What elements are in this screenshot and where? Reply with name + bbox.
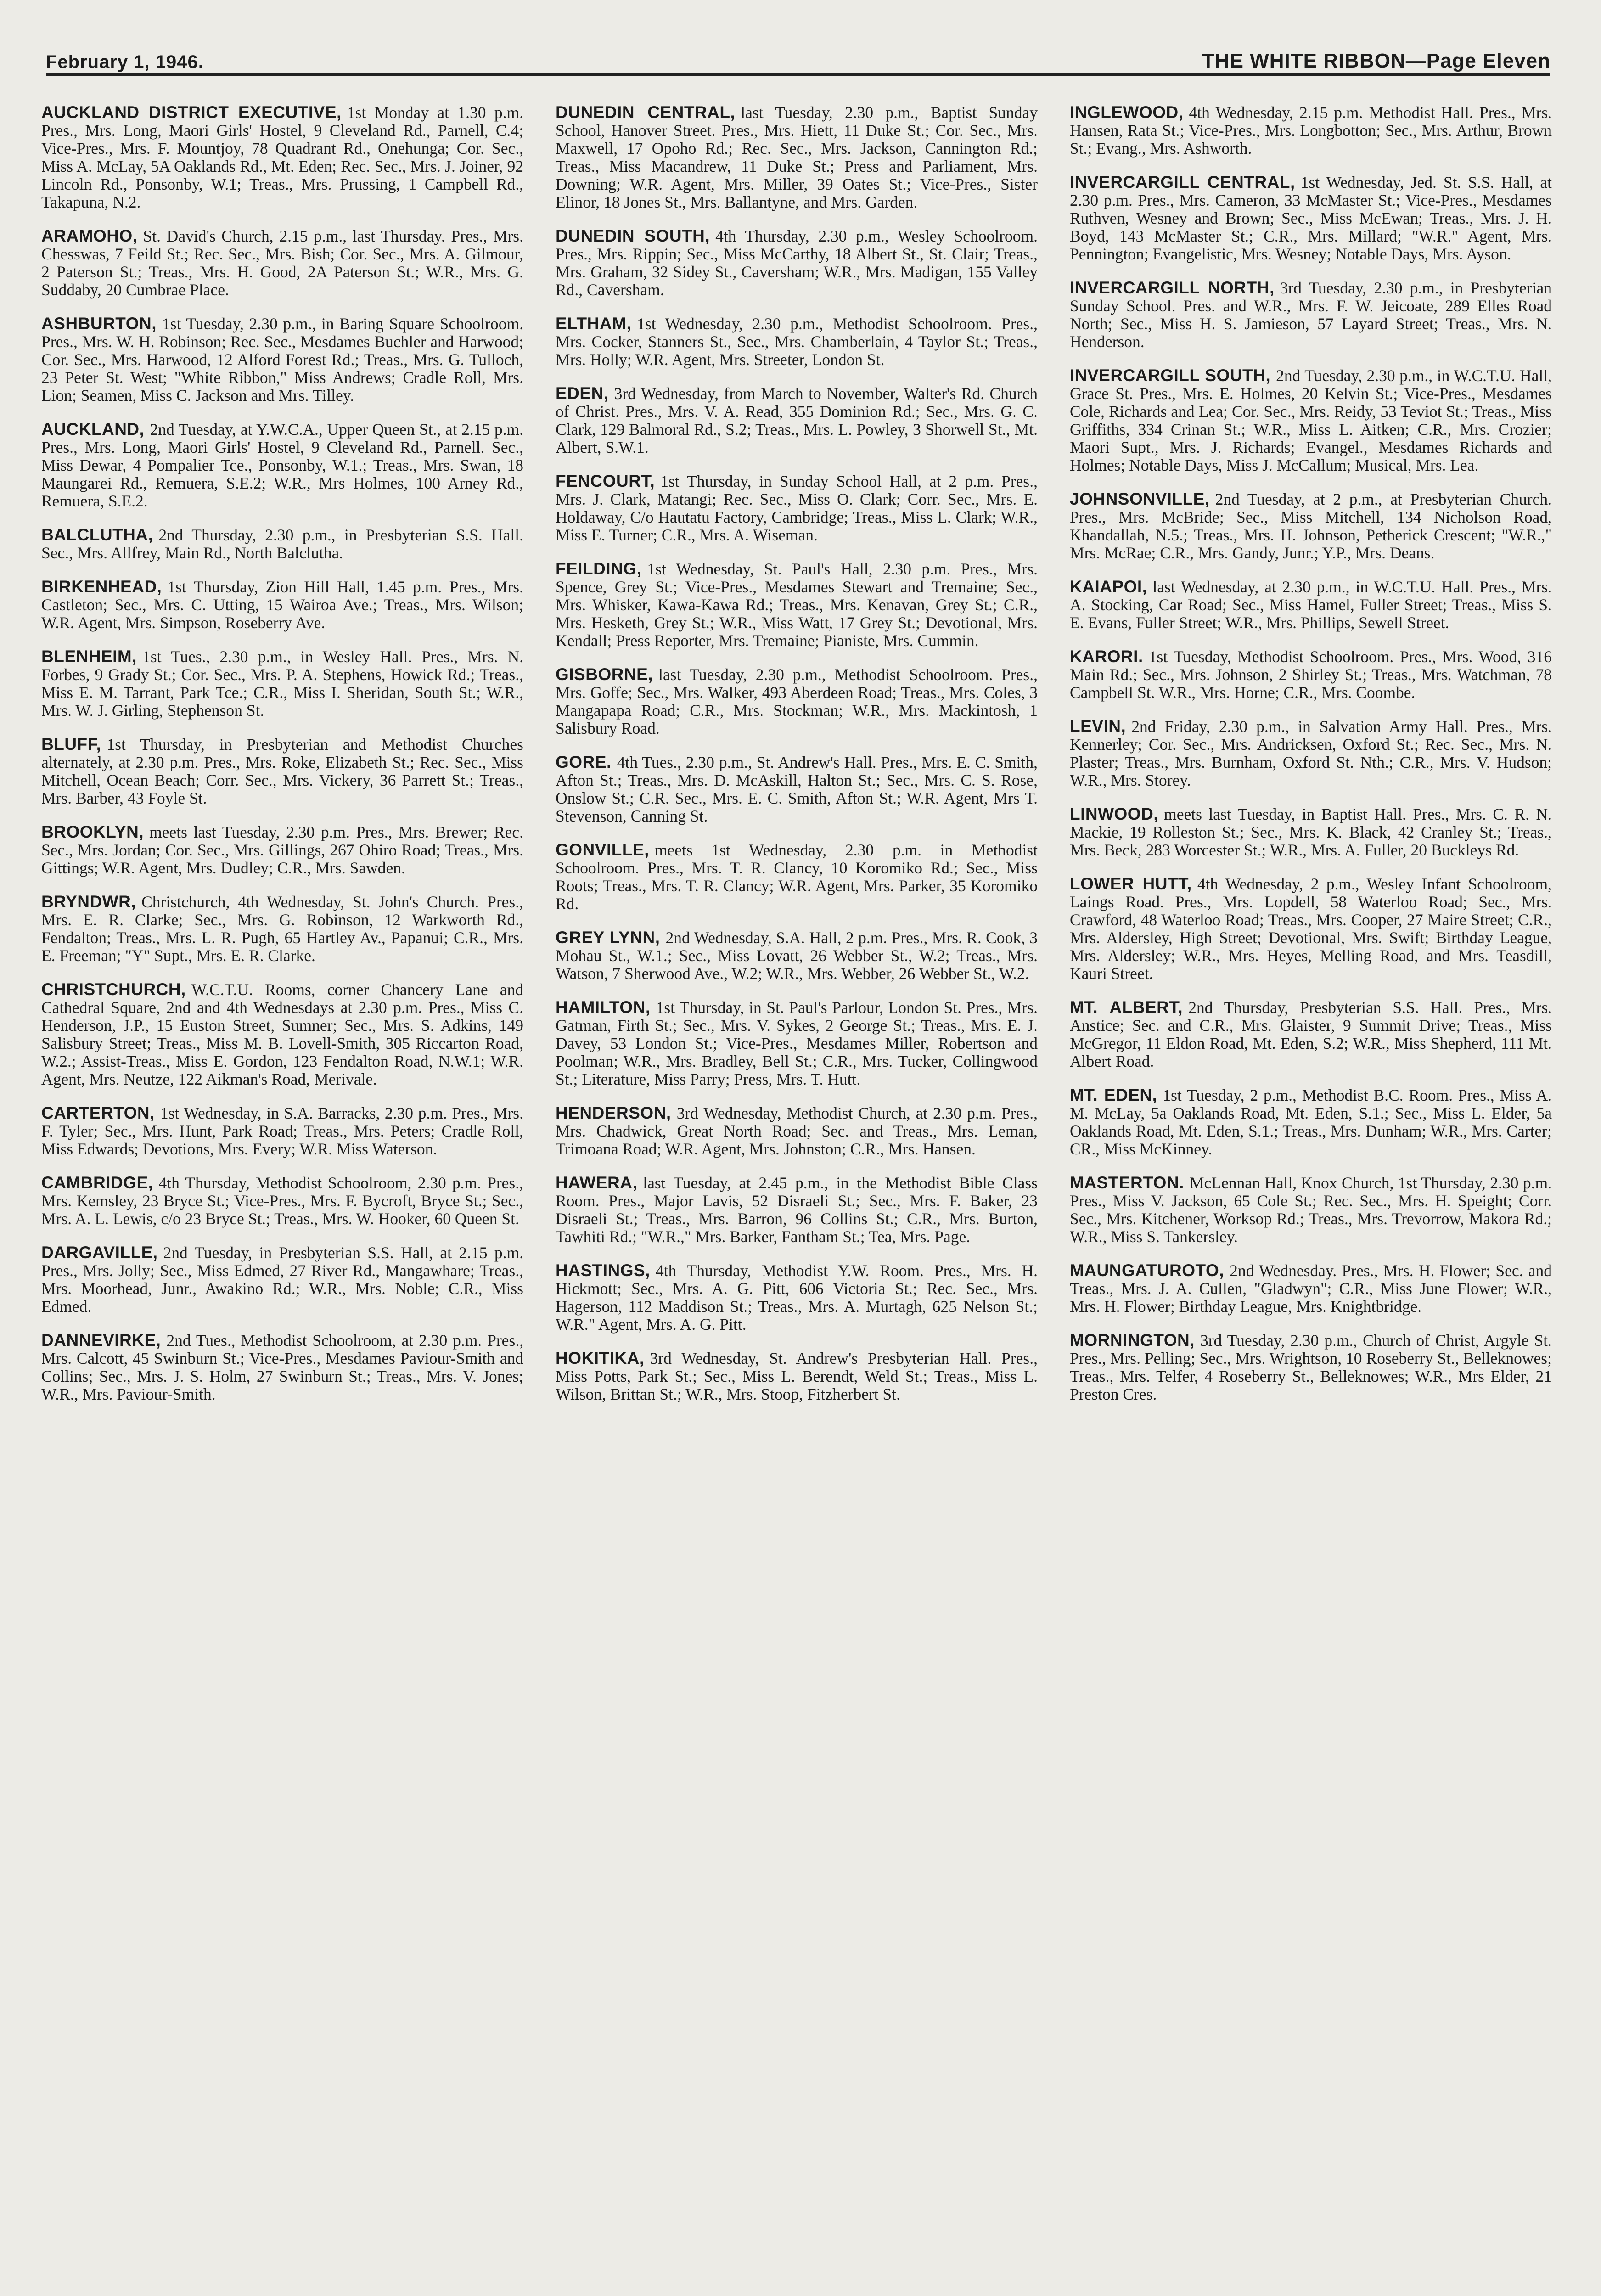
branch-entry — [41, 980, 523, 1088]
branch-name: INGLEWOOD, — [1070, 103, 1184, 122]
branch-name: HASTINGS, — [556, 1261, 650, 1280]
branch-entry — [41, 315, 523, 405]
branch-name: HENDERSON, — [556, 1103, 671, 1122]
branch-entry — [556, 472, 1038, 544]
branch-details: 4th Thursday, Methodist Schoolroom, 2.30 p.m. Pres., Mrs. Kemsley, 23 Bryce St.; Vice-Pres., Mrs. F. Bycroft, Bryce St.; Sec., Mrs. A. L. Lewis, c/o 23 Bryce St.; Treas., Mrs. W. Hooker, 60 Queen St. — [41, 1174, 523, 1228]
branch-name: BLUFF, — [41, 735, 101, 754]
branch-entry — [1070, 1174, 1552, 1246]
branch-entry — [556, 560, 1038, 650]
branch-name: HAMILTON, — [556, 998, 651, 1017]
branch-entry — [1070, 490, 1552, 562]
branch-entry — [41, 103, 523, 211]
branch-details: 2nd Tuesday, at Y.W.C.A., Upper Queen St., at 2.15 p.m. Pres., Mrs. Long, Maori Girls' Hostel, 9 Cleveland Rd., Parnell. Sec., Miss Dewar, 4 Pompalier Tce., Ponsonby, W.1.; Treas., Mrs. Swan, 18 Maungarei Rd., Remuera, S.E.2; W.R., Mrs Holmes, 100 Arney Rd., Remuera, S.E.2. — [41, 420, 523, 510]
branch-entry — [556, 841, 1038, 913]
column-2 — [556, 103, 1038, 2296]
branch-name: FENCOURT, — [556, 472, 655, 490]
branch-name: INVERCARGILL CENTRAL, — [1070, 173, 1295, 191]
branch-details: 3rd Tuesday, 2.30 p.m., in Presbyterian Sunday School. Pres. and W.R., Mrs. F. W. Jeicoate, 289 Elles Road North; Sec., Miss H. S. Jamieson, 57 Layard Street; Treas., Mrs. N. Henderson. — [1070, 279, 1552, 351]
branch-entry — [1070, 578, 1552, 632]
branch-name: EDEN, — [556, 384, 609, 403]
branch-details: 2nd Thursday, 2.30 p.m., in Presbyterian S.S. Hall. Sec., Mrs. Allfrey, Main Rd., North Balclutha. — [41, 526, 523, 562]
branch-name: ARAMOHO, — [41, 226, 138, 245]
branch-entry — [556, 665, 1038, 737]
branch-details: 1st Wednesday, St. Paul's Hall, 2.30 p.m. Pres., Mrs. Spence, Grey St.; Vice-Pres., Mesdames Stewart and Tremaine; Sec., Mrs. Whisker, Kawa-Kawa Rd.; Treas., Mrs. Kenavan, Grey St.; C.R., Mrs. Hesketh, Grey St.; W.R., Miss Watt, 17 Grey St.; Devotional, Mrs. Kendall; Press Reporter, Mrs. Tremaine; Pianiste, Mrs. Cummin. — [556, 560, 1038, 650]
branch-entry — [556, 1174, 1038, 1246]
branch-entry — [556, 1349, 1038, 1403]
branch-name: MASTERTON. — [1070, 1173, 1184, 1192]
branch-entry — [1070, 647, 1552, 702]
branch-entry — [1070, 998, 1552, 1070]
branch-details: 1st Thursday, in Presbyterian and Methodist Churches alternately, at 2.30 p.m. Pres., Mrs. Roke, Elizabeth St.; Rec. Sec., Miss Mitchell, Ocean Beach; Corr. Sec., Mrs. Vickery, 36 Parrett St.; Treas., Mrs. Barber, 43 Foyle St. — [41, 735, 523, 807]
branch-name: ASHBURTON, — [41, 314, 157, 333]
branch-name: CARTERTON, — [41, 1103, 155, 1122]
branch-details: meets last Tuesday, in Baptist Hall. Pres., Mrs. C. R. N. Mackie, 19 Rolleston St.; Sec., Mrs. K. Black, 42 Cranley St.; Treas., Mrs. Beck, 283 Worcester St.; W.R., Mrs. A. Fuller, 20 Buckleys Rd. — [1070, 805, 1552, 859]
branch-details: 1st Thursday, in St. Paul's Parlour, London St. Pres., Mrs. Gatman, Firth St.; Sec., Mrs. V. Sykes, 2 George St.; Treas., Mrs. E. J. Davey, 53 London St.; Vice-Pres., Mesdames Miller, Robertson and Poolman; W.R., Mrs. Bradley, Bell St.; C.R., Mrs. Tucker, Collingwood St.; Literature, Miss Parry; Press, Mrs. T. Hutt. — [556, 998, 1038, 1088]
branch-entry — [41, 420, 523, 510]
branch-details: last Wednesday, at 2.30 p.m., in W.C.T.U. Hall. Pres., Mrs. A. Stocking, Car Road; Sec., Miss Hamel, Fuller Street; Treas., Miss S. E. Evans, Fuller Street; W.R., Mrs. Phillips, Sewell Street. — [1070, 578, 1552, 632]
branch-entry — [41, 1104, 523, 1158]
branch-entry — [1070, 173, 1552, 263]
branch-details: 4th Thursday, Methodist Y.W. Room. Pres., Mrs. H. Hickmott; Sec., Mrs. A. G. Pitt, 606 Victoria St.; Rec. Sec., Mrs. Hagerson, 112 Maddison St.; Treas., Mrs. A. Murtagh, 625 Nelson St.; W.R." Agent, Mrs. A. G. Pitt. — [556, 1261, 1038, 1334]
branch-details: 1st Thursday, in Sunday School Hall, at 2 p.m. Pres., Mrs. J. Clark, Matangi; Rec. Sec., Miss O. Clark; Corr. Sec., Mrs. E. Holdaway, C/o Hautatu Factory, Cambridge; Treas., Miss L. Clark; W.R., Miss E. Turner; C.R., Mrs. A. Wiseman. — [556, 472, 1038, 544]
branch-name: LEVIN, — [1070, 717, 1126, 736]
issue-date: February 1, 1946. — [46, 52, 204, 72]
branch-name: AUCKLAND DISTRICT EXECUTIVE, — [41, 103, 342, 122]
branch-name: MT. EDEN, — [1070, 1086, 1157, 1104]
branch-details: 3rd Wednesday, St. Andrew's Presbyterian Hall. Pres., Miss Potts, Park St.; Sec., Miss L. Berendt, Weld St.; Treas., Miss L. Wilson, Brittan St.; W.R., Mrs. Stoop, Fitzherbert St. — [556, 1349, 1038, 1403]
branch-name: DUNEDIN SOUTH, — [556, 226, 710, 245]
branch-name: CAMBRIDGE, — [41, 1173, 153, 1192]
branch-details: 1st Wednesday, Jed. St. S.S. Hall, at 2.30 p.m. Pres., Mrs. Cameron, 33 McMaster St.; Vice-Pres., Mesdames Ruthven, Wesney and Brown; Sec., Miss McEwan; Treas., Mrs. J. H. Boyd, 143 McMaster St.; C.R., Mrs. Millard; "W.R." Agent, Mrs. Pennington; Evangelistic, Mrs. Wesney; Notable Days, Mrs. Ayson. — [1070, 173, 1552, 263]
branch-entry — [556, 753, 1038, 825]
masthead-title: THE WHITE RIBBON—Page Eleven — [1202, 50, 1550, 72]
branch-entry — [1070, 103, 1552, 158]
page-header — [46, 22, 1550, 73]
branch-details: 2nd Wednesday. Pres., Mrs. H. Flower; Sec. and Treas., Mrs. J. A. Cullen, "Gladwyn"; C.R., Miss June Flower; W.R., Mrs. H. Flower; Birthday League, Mrs. Knightbridge. — [1070, 1261, 1552, 1316]
branch-name: HOKITIKA, — [556, 1349, 645, 1367]
branch-entry — [556, 103, 1038, 211]
branch-details: W.C.T.U. Rooms, corner Chancery Lane and Cathedral Square, 2nd and 4th Wednesdays at 2.30 p.m. Pres., Miss C. Henderson, J.P., 15 Euston Street, Sumner; Sec., Mrs. S. Adkins, 149 Salisbury Street; Treas., Miss M. B. Lovell-Smith, 305 Riccarton Road, W.2.; Assist-Treas., Miss E. Gordon, 123 Fendalton Road, N.W.1; W.R. Agent, Mrs. Neutze, 122 Aikman's Road, Merivale. — [41, 980, 523, 1088]
branch-entry — [41, 526, 523, 562]
branch-details: 2nd Tues., Methodist Schoolroom, at 2.30 p.m. Pres., Mrs. Calcott, 45 Swinburn St.; Vice-Pres., Mesdames Paviour-Smith and Collins; Sec., Mrs. J. S. Holm, 27 Swinburn St.; Treas., Mrs. V. Jones; W.R., Mrs. Paviour-Smith. — [41, 1331, 523, 1403]
branch-entry — [41, 823, 523, 877]
branch-name: MT. ALBERT, — [1070, 998, 1183, 1017]
branch-name: KAIAPOI, — [1070, 577, 1147, 596]
column-3 — [1070, 103, 1552, 2296]
branch-entry — [41, 1331, 523, 1403]
branch-name: GONVILLE, — [556, 840, 649, 859]
branch-name: ELTHAM, — [556, 314, 632, 333]
header-rule — [46, 73, 1550, 76]
branch-entry — [1070, 366, 1552, 474]
branch-name: BROOKLYN, — [41, 822, 144, 841]
branch-name: GISBORNE, — [556, 665, 653, 684]
branch-details: 2nd Wednesday, S.A. Hall, 2 p.m. Pres., Mrs. R. Cook, 3 Mohau St., W.1.; Sec., Miss Lovatt, 26 Webber St., W.2; Treas., Mrs. Watson, 7 Sherwood Ave., W.2; W.R., Mrs. Webber, 26 Webber St., W.2. — [556, 929, 1038, 983]
branch-name: LINWOOD, — [1070, 805, 1159, 823]
branch-entry — [1070, 805, 1552, 859]
branch-details: 1st Wednesday, 2.30 p.m., Methodist Schoolroom. Pres., Mrs. Cocker, Stanners St., Sec., Mrs. Chamberlain, 4 Taylor St.; Treas., Mrs. Holly; W.R. Agent, Mrs. Streeter, London St. — [556, 315, 1038, 369]
branch-details: McLennan Hall, Knox Church, 1st Thursday, 2.30 p.m. Pres., Miss V. Jackson, 65 Cole St.; Rec. Sec., Mrs. H. Speight; Corr. Sec., Mrs. Kitchener, Worksop Rd.; Treas., Mrs. Trevorrow, Makora Rd.; W.R., Miss S. Tankersley. — [1070, 1174, 1552, 1246]
column-1 — [41, 103, 523, 2296]
branch-details: 2nd Tuesday, 2.30 p.m., in W.C.T.U. Hall, Grace St. Pres., Mrs. E. Holmes, 20 Kelvin St.; Vice-Pres., Mesdames Cole, Richards and Lea; Cor. Sec., Mrs. Reidy, 53 Teviot St.; Treas., Miss Griffiths, 334 Crinan St.; W.R., Miss L. Aitken; C.R., Mrs. Crozier; Maori Supt., Mrs. J. Richards; Evangel., Mesdames Richards and Holmes; Notable Days, Miss J. McCallum; Musical, Mrs. Lea. — [1070, 366, 1552, 474]
branch-entry — [41, 1174, 523, 1228]
branch-entry — [556, 315, 1038, 369]
branch-entry — [1070, 875, 1552, 983]
branch-name: FEILDING, — [556, 559, 642, 578]
branch-details: 4th Thursday, 2.30 p.m., Wesley Schoolroom. Pres., Mrs. Rippin; Sec., Miss McCarthy, 18 Albert St., St. Clair; Treas., Mrs. Graham, 32 Sidey St., Caversham; W.R., Mrs. Madigan, 155 Valley Rd., Caversham. — [556, 227, 1038, 299]
branch-entry — [556, 227, 1038, 299]
branch-entry — [1070, 1331, 1552, 1403]
branch-entry — [556, 1261, 1038, 1334]
branch-name: GREY LYNN, — [556, 928, 660, 947]
branch-details: 1st Monday at 1.30 p.m. Pres., Mrs. Long, Maori Girls' Hostel, 9 Cleveland Rd., Parnell, C.4; Vice-Pres., Mrs. F. Mountjoy, 78 Quadrant Rd., Onehunga; Cor. Sec., Miss A. McLay, 5A Oaklands Rd., Mt. Eden; Rec. Sec., Mrs. J. Joiner, 92 Lincoln Rd., Ponsonby, W.1; Treas., Mrs. Prussing, 1 Campbell Rd., Takapuna, N.2. — [41, 103, 523, 211]
branch-details: 3rd Wednesday, from March to November, Walter's Rd. Church of Christ. Pres., Mrs. V. A. Read, 355 Dominion Rd.; Sec., Mrs. G. C. Clark, 129 Balmoral Rd., S.2; Treas., Mrs. L. Powley, 3 Shorwell St., Mt. Albert, S.W.1. — [556, 384, 1038, 456]
branch-details: 1st Tuesday, Methodist Schoolroom. Pres., Mrs. Wood, 316 Main Rd.; Sec., Mrs. Johnson, 2 Shirley St.; Treas., Mrs. Watchman, 78 Campbell St. W.R., Mrs. Horne; C.R., Mrs. Coombe. — [1070, 647, 1552, 702]
branch-name: CHRISTCHURCH, — [41, 980, 186, 999]
branch-details: 1st Tues., 2.30 p.m., in Wesley Hall. Pres., Mrs. N. Forbes, 9 Grady St.; Cor. Sec., Mrs. P. A. Stephens, Howick Rd.; Treas., Miss E. M. Tarrant, Park Tce.; C.R., Miss I. Sheridan, South St.; W.R., Mrs. W. J. Girling, Stephenson St. — [41, 647, 523, 720]
branch-details: 2nd Tuesday, in Presbyterian S.S. Hall, at 2.15 p.m. Pres., Mrs. Jolly; Sec., Miss Edmed, 27 River Rd., Mangawhare; Treas., Mrs. Moorhead, Junr., Awakino Rd.; W.R., Mrs. Noble; C.R., Miss Edmed. — [41, 1244, 523, 1316]
branch-name: JOHNSONVILLE, — [1070, 490, 1210, 508]
branch-details: 1st Tuesday, 2.30 p.m., in Baring Square Schoolroom. Pres., Mrs. W. H. Robinson; Rec. Sec., Mesdames Buchler and Harwood; Cor. Sec., Mrs. Harwood, 12 Alford Forest Rd.; Treas., Mrs. G. Tulloch, 23 Peter St. West; "White Ribbon," Miss Andrews; Cradle Roll, Mrs. Lion; Seamen, Miss C. Jackson and Mrs. Tilley. — [41, 315, 523, 405]
branch-name: AUCKLAND, — [41, 420, 145, 439]
branch-entry — [1070, 1086, 1552, 1158]
branch-name: BLENHEIM, — [41, 647, 137, 666]
branch-name: DUNEDIN CENTRAL, — [556, 103, 736, 122]
branch-name: DANNEVIRKE, — [41, 1331, 161, 1350]
branch-details: 2nd Tuesday, at 2 p.m., at Presbyterian Church. Pres., Mrs. McBride; Sec., Miss Mitchell, 134 Nicholson Road, Khandallah, N.5.; Treas., Mrs. H. Johnson, Petherick Crescent; "W.R.," Mrs. McRae; C.R., Mrs. Gandy, Junr.; Y.P., Mrs. Deans. — [1070, 490, 1552, 562]
branch-name: BALCLUTHA, — [41, 525, 153, 544]
branch-entry — [556, 929, 1038, 983]
branch-details: last Tuesday, 2.30 p.m., Baptist Sunday School, Hanover Street. Pres., Mrs. Hiett, 11 Duke St.; Cor. Sec., Mrs. Maxwell, 17 Opoho Rd.; Rec. Sec., Mrs. Jackson, Cannington Rd.; Treas., Miss Macandrew, 11 Duke St.; Press and Parliament, Mrs. Downing; W.R. Agent, Mrs. Miller, 39 Oates St.; Vice-Pres., Sister Elinor, 18 Jones St., Mrs. Ballantyne, and Mrs. Garden. — [556, 103, 1038, 211]
branch-entry — [41, 647, 523, 720]
branch-entry — [41, 735, 523, 807]
branch-name: DARGAVILLE, — [41, 1243, 158, 1262]
branch-name: KARORI. — [1070, 647, 1143, 666]
branch-name: MAUNGATUROTO, — [1070, 1261, 1225, 1280]
branch-details: meets last Tuesday, 2.30 p.m. Pres., Mrs. Brewer; Rec. Sec., Mrs. Jordan; Cor. Sec., Mrs. Gillings, 267 Ohiro Road; Treas., Mrs. Gittings; W.R. Agent, Mrs. Dudley; C.R., Mrs. Sawden. — [41, 823, 523, 877]
branch-details: 2nd Friday, 2.30 p.m., in Salvation Army Hall. Pres., Mrs. Kennerley; Cor. Sec., Mrs. Andricksen, Oxford St.; Rec. Sec., Mrs. N. Plaster; Treas., Mrs. Burnham, Oxford St. Nth.; C.R., Mrs. V. Hudson; W.R., Mrs. Storey. — [1070, 717, 1552, 789]
branch-details: 4th Wednesday, 2.15 p.m. Methodist Hall. Pres., Mrs. Hansen, Rata St.; Vice-Pres., Mrs. Longbotton; Sec., Mrs. Arthur, Brown St.; Evang., Mrs. Ashworth. — [1070, 103, 1552, 158]
branch-details: 2nd Thursday, Presbyterian S.S. Hall. Pres., Mrs. Anstice; Sec. and C.R., Mrs. Glaister, 9 Summit Drive; Treas., Miss McGregor, 11 Eldon Road, Mt. Eden, S.2; W.R., Miss Shepherd, 111 Mt. Albert Road. — [1070, 998, 1552, 1070]
branch-details: 4th Wednesday, 2 p.m., Wesley Infant Schoolroom, Laings Road. Pres., Mrs. Lopdell, 58 Waterloo Road; Sec., Mrs. Crawford, 48 Waterloo Road; Treas., Mrs. Cooper, 27 Maire Street; C.R., Mrs. Aldersley, High Street; Devotional, Mrs. Swift; Birthday League, Mrs. Aldersley; W.R., Mrs. Heyes, Melling Road, and Mrs. Teasdill, Kauri Street. — [1070, 875, 1552, 983]
branch-details: last Tuesday, 2.30 p.m., Methodist Schoolroom. Pres., Mrs. Goffe; Sec., Mrs. Walker, 493 Aberdeen Road; Treas., Mrs. Coles, 3 Mangapapa Road; C.R., Mrs. Stockman; W.R., Mrs. Mackintosh, 1 Salisbury Road. — [556, 665, 1038, 737]
branch-details: St. David's Church, 2.15 p.m., last Thursday. Pres., Mrs. Chesswas, 7 Feild St.; Rec. Sec., Mrs. Bish; Cor. Sec., Mrs. A. Gilmour, 2 Paterson St.; Treas., Mrs. H. Good, 2A Paterson St.; W.R., Mrs. G. Suddaby, 20 Cumbrae Place. — [41, 227, 523, 299]
branch-entry — [556, 1104, 1038, 1158]
branch-details: 1st Tuesday, 2 p.m., Methodist B.C. Room. Pres., Miss A. M. McLay, 5a Oaklands Road, Mt. Eden, S.1.; Sec., Miss L. Elder, 5a Oaklands Road, Mt. Eden, S.1.; Treas., Mrs. Dunham; W.R., Mrs. Carter; CR., Miss McKinney. — [1070, 1086, 1552, 1158]
branch-name: GORE. — [556, 753, 612, 771]
branch-details: meets 1st Wednesday, 2.30 p.m. in Methodist Schoolroom. Pres., Mrs. T. R. Clancy, 10 Koromiko Rd.; Sec., Miss Roots; Treas., Mrs. T. R. Clancy; W.R. Agent, Mrs. Parker, 35 Koromiko Rd. — [556, 841, 1038, 913]
branch-details: 4th Tues., 2.30 p.m., St. Andrew's Hall. Pres., Mrs. E. C. Smith, Afton St.; Treas., Mrs. D. McAskill, Halton St.; Sec., Mrs. C. S. Rose, Onslow St.; C.R. Sec., Mrs. E. C. Smith, Afton St.; W.R. Agent, Mrs T. Stevenson, Canning St. — [556, 753, 1038, 825]
branch-details: Christchurch, 4th Wednesday, St. John's Church. Pres., Mrs. E. R. Clarke; Sec., Mrs. G. Robinson, 12 Warkworth Rd., Fendalton; Treas., Mrs. L. R. Pugh, 65 Hartley Av., Papanui; C.R., Mrs. E. Freeman; "Y" Supt., Mrs. E. R. Clarke. — [41, 893, 523, 965]
branch-entry — [1070, 717, 1552, 789]
branch-name: HAWERA, — [556, 1173, 638, 1192]
branch-details: last Tuesday, at 2.45 p.m., in the Methodist Bible Class Room. Pres., Major Lavis, 52 Disraeli St.; Sec., Mrs. F. Baker, 23 Disraeli St.; Treas., Mrs. Barron, 96 Collins St.; C.R., Mrs. Burton, Tawhiti Rd.; "W.R.," Mrs. Barker, Fantham St.; Tea, Mrs. Page. — [556, 1174, 1038, 1246]
branch-name: BIRKENHEAD, — [41, 577, 162, 596]
branch-entry — [41, 1244, 523, 1316]
branch-name: MORNINGTON, — [1070, 1331, 1195, 1350]
branch-details: 1st Thursday, Zion Hill Hall, 1.45 p.m. Pres., Mrs. Castleton; Sec., Mrs. C. Utting, 15 Wairoa Ave.; Treas., Mrs. Wilson; W.R. Agent, Mrs. Simpson, Roseberry Ave. — [41, 578, 523, 632]
branch-name: BRYNDWR, — [41, 892, 136, 911]
branch-name: LOWER HUTT, — [1070, 874, 1192, 893]
branch-entry — [41, 893, 523, 965]
branch-details: 3rd Wednesday, Methodist Church, at 2.30 p.m. Pres., Mrs. Chadwick, Great North Road; Sec. and Treas., Mrs. Leman, Trimoana Road; W.R. Agent, Mrs. Johnston; C.R., Mrs. Hansen. — [556, 1104, 1038, 1158]
branch-name: INVERCARGILL NORTH, — [1070, 278, 1275, 297]
branch-name: INVERCARGILL SOUTH, — [1070, 366, 1271, 385]
branch-details: 3rd Tuesday, 2.30 p.m., Church of Christ, Argyle St. Pres., Mrs. Pelling; Sec., Mrs. Wrightson, 10 Roseberry St., Belleknowes; Treas., Mrs. Telfer, 4 Roseberry St., Belleknowes; W.R., Mrs Elder, 21 Preston Cres. — [1070, 1331, 1552, 1403]
branch-entry — [41, 578, 523, 632]
branch-entry — [1070, 279, 1552, 351]
branch-details: 1st Wednesday, in S.A. Barracks, 2.30 p.m. Pres., Mrs. F. Tyler; Sec., Mrs. Hunt, Park Road; Treas., Mrs. Peters; Cradle Roll, Miss Edwards; Devotions, Mrs. Every; W.R. Miss Waterson. — [41, 1104, 523, 1158]
branch-entry — [556, 998, 1038, 1088]
branch-entry — [1070, 1261, 1552, 1316]
branch-directory — [41, 103, 1552, 2296]
branch-entry — [556, 384, 1038, 456]
branch-entry — [41, 227, 523, 299]
